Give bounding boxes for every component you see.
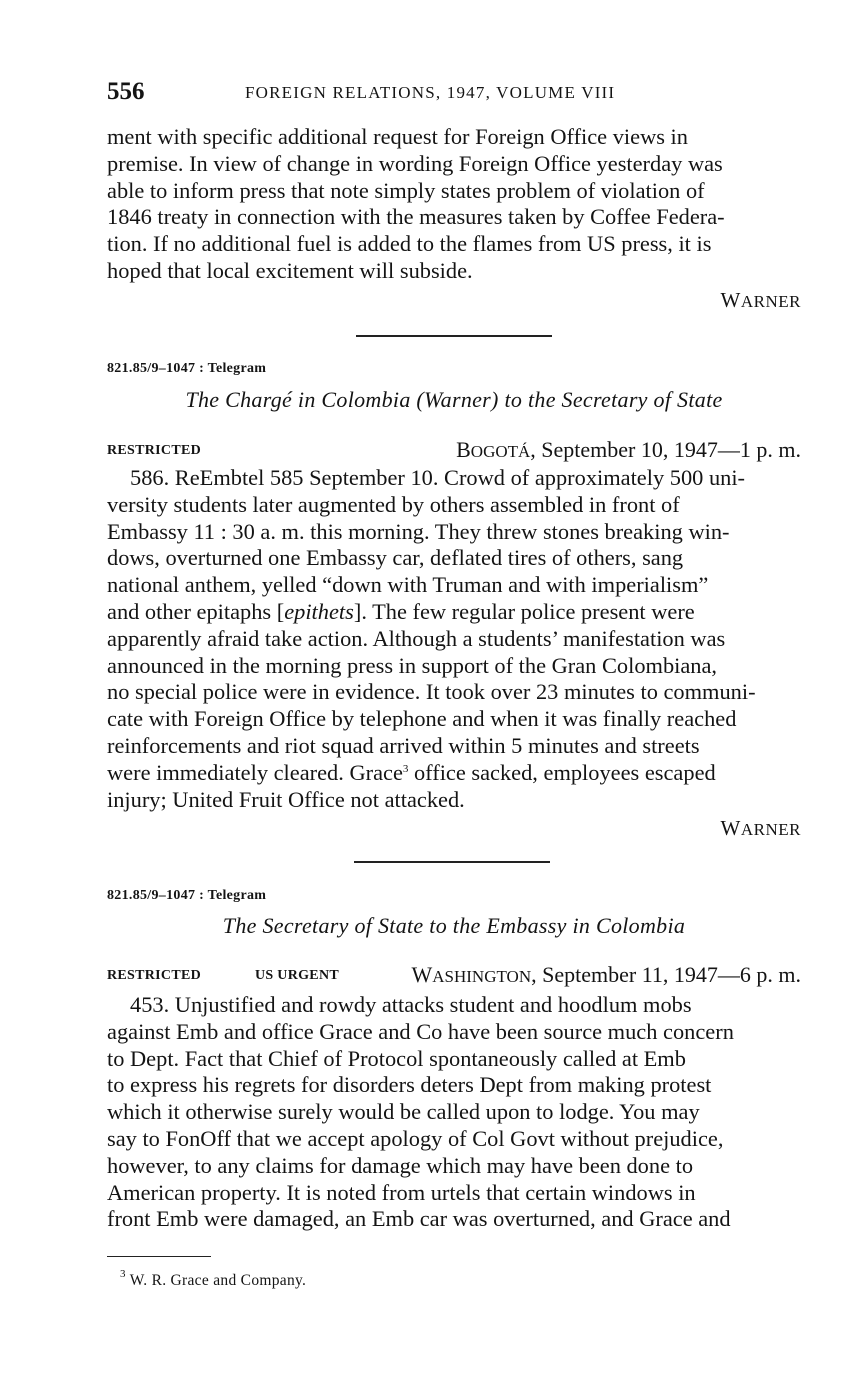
telegram-453-body <box>107 992 801 1233</box>
text-line: no special police were in evidence. It took over 23 minutes to communi- <box>107 679 756 705</box>
text-line: apparently afraid take action. Although a students’ manifestation was <box>107 625 726 651</box>
text-line: injury; United Fruit Office not attacked. <box>107 786 465 812</box>
signature-warner-2: WARNER <box>720 816 801 840</box>
place-date: BOGOTÁ, September 10, 1947—1 p. m. <box>456 437 801 462</box>
text-line: say to FonOff that we accept apology of Col Govt without prejudice, <box>107 1125 724 1151</box>
text-line: cate with Foreign Office by telephone and when it was finally reached <box>107 706 737 732</box>
classification-label: RESTRICTED <box>107 968 202 983</box>
text-line: able to inform press that note simply states problem of violation of <box>107 177 705 203</box>
continuation-paragraph <box>107 124 801 285</box>
footnote-number: 3 <box>120 1268 126 1280</box>
text-line: and other epitaphs [epithets]. The few regular police present were <box>107 598 695 624</box>
text-line: to express his regrets for disorders deters Dept from making protest <box>107 1072 712 1098</box>
text-line: against Emb and office Grace and Co have been source much concern <box>107 1018 734 1044</box>
text-line: tion. If no additional fuel is added to the flames from US press, it is <box>107 231 712 257</box>
text-line: 453. Unjustified and rowdy attacks student and hoodlum mobs <box>130 992 692 1017</box>
text-line: Embassy 11 : 30 a. m. this morning. They threw stones breaking win- <box>107 518 730 544</box>
text-line: versity students later augmented by others assembled in front of <box>107 491 680 517</box>
text-line: to Dept. Fact that Chief of Protocol spontaneously called at Emb <box>107 1045 686 1071</box>
dateline <box>107 962 801 990</box>
telegram-586-body <box>107 465 801 813</box>
file-reference: 821.85/9–1047 : Telegram <box>107 361 267 376</box>
section-divider <box>356 335 552 337</box>
footnote: $^3$ W. R. Grace and Company. <box>120 1268 307 1289</box>
signature-warner-1: WARNER <box>720 288 801 312</box>
text-line: 1846 treaty in connection with the measures taken by Coffee Federa- <box>107 204 725 230</box>
text-line: reinforcements and riot squad arrived within 5 minutes and streets <box>107 732 700 758</box>
text-line: American property. It is noted from urtels that certain windows in <box>107 1179 696 1205</box>
page-number: 556 <box>107 78 145 105</box>
text-line: front Emb were damaged, an Emb car was overturned, and Grace and <box>107 1206 731 1232</box>
text-line: premise. In view of change in wording Foreign Office yesterday was <box>107 150 723 176</box>
text-line: announced in the morning press in support of the Gran Colombiana, <box>107 652 718 678</box>
urgency-label: US URGENT <box>255 968 339 983</box>
place-date: WASHINGTON, September 11, 1947—6 p. m. <box>411 962 801 987</box>
text-line: ment with specific additional request for Foreign Office views in <box>107 124 688 149</box>
document-heading: The Chargé in Colombia (Warner) to the Secretary of State <box>185 387 723 412</box>
text-line: 586. ReEmbtel 585 September 10. Crowd of approximately 500 uni- <box>130 465 746 490</box>
document-heading: The Secretary of State to the Embassy in Colombia <box>222 913 686 938</box>
footnote-rule <box>107 1256 211 1257</box>
text-line: dows, overturned one Embassy car, deflated tires of others, sang <box>107 545 684 571</box>
file-reference: 821.85/9–1047 : Telegram <box>107 888 267 903</box>
text-line: hoped that local excitement will subside. <box>107 257 473 283</box>
footnote-marker: 3 <box>402 762 409 775</box>
page-header <box>107 78 801 108</box>
text-line: however, to any claims for damage which may have been done to <box>107 1152 694 1178</box>
running-title: FOREIGN RELATIONS, 1947, VOLUME VIII <box>245 83 616 102</box>
text-line: which it otherwise surely would be called upon to lodge. You may <box>107 1099 700 1125</box>
text-line: national anthem, yelled “down with Truman and with imperialism” <box>107 572 709 598</box>
text-line: were immediately cleared. Grace$^3$ office sacked, employees escaped <box>107 759 716 785</box>
dateline <box>107 437 801 465</box>
section-divider <box>354 861 550 863</box>
classification-label: RESTRICTED <box>107 443 202 458</box>
